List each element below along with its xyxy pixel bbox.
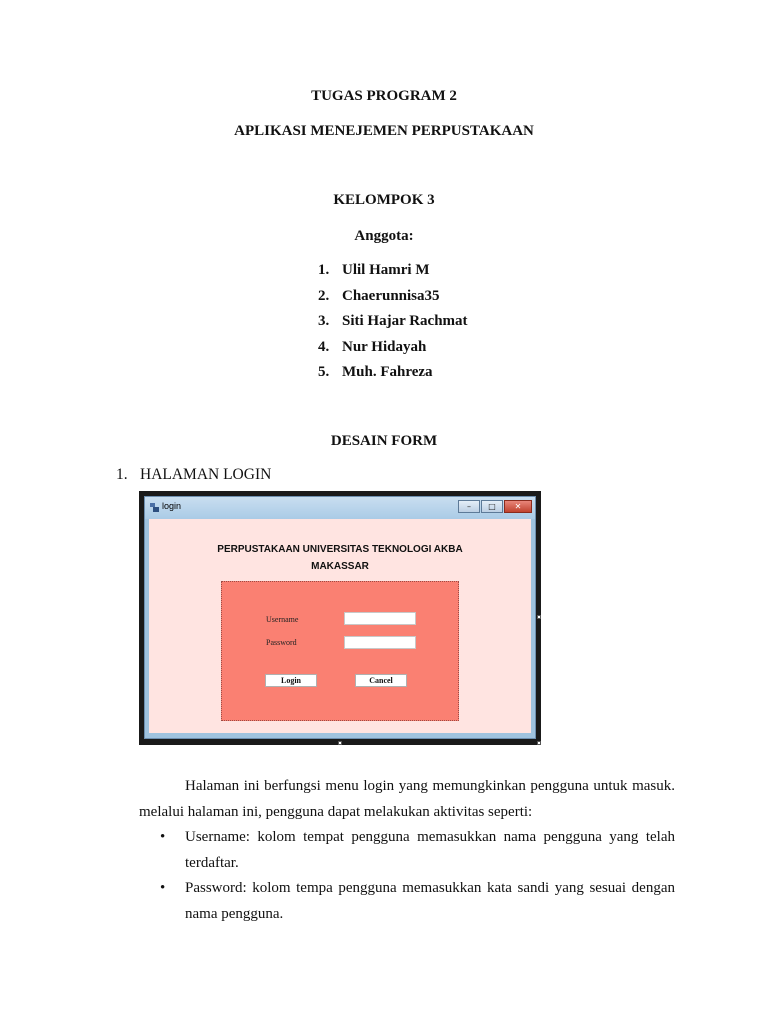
member-name: Muh. Fahreza xyxy=(342,364,433,380)
password-label: Password xyxy=(266,638,297,647)
app-title xyxy=(149,541,531,575)
cancel-button[interactable]: Cancel xyxy=(355,674,407,687)
form-icon xyxy=(150,503,159,512)
password-input[interactable] xyxy=(344,636,416,649)
member-item: 1. Ulil Hamri M xyxy=(318,262,430,278)
subsection-heading: 1. HALAMAN LOGIN xyxy=(116,466,272,483)
members-label: Anggota: xyxy=(354,228,414,244)
member-name: Nur Hidayah xyxy=(342,338,427,355)
member-item: 3. Siti Hajar Rachmat xyxy=(318,313,468,329)
bullet-list xyxy=(139,825,675,927)
login-panel xyxy=(221,581,459,721)
login-window xyxy=(144,496,536,739)
maximize-button[interactable]: □ xyxy=(481,500,503,513)
resize-handle[interactable] xyxy=(338,741,342,745)
member-name: Ulil Hamri M xyxy=(342,262,430,278)
form-client-area xyxy=(149,519,531,733)
resize-handle[interactable] xyxy=(537,615,541,619)
member-item: 4. Nur Hidayah xyxy=(318,338,427,355)
member-item: 5. Muh. Fahreza xyxy=(318,364,433,380)
window-title: login xyxy=(162,501,182,511)
members-list xyxy=(318,258,468,386)
login-button[interactable]: Login xyxy=(265,674,317,687)
bullet-item: • Username: kolom tempat pengguna memasukkan nama pengguna yang telah terdaftar. xyxy=(139,825,675,876)
bullet-item: • Password: kolom tempa pengguna memasukkan kata sandi yang sesuai dengan nama pengguna. xyxy=(139,876,675,927)
app-title-line2: MAKASSAR xyxy=(311,561,369,572)
member-item: 2. Chaerunnisa35 xyxy=(318,287,440,304)
bullet-icon: • xyxy=(160,880,166,896)
login-screenshot xyxy=(139,491,541,745)
app-title-line1: PERPUSTAKAAN UNIVERSITAS TEKNOLOGI AKBA xyxy=(217,544,463,555)
group-name: KELOMPOK 3 xyxy=(333,192,435,208)
description-paragraph: Halaman ini berfungsi menu login yang memungkinkan pengguna untuk masuk. melalui halaman ini, pengguna dapat melakukan aktivitas seperti: xyxy=(139,778,675,820)
member-name: Siti Hajar Rachmat xyxy=(342,313,468,329)
doc-title: TUGAS PROGRAM 2 xyxy=(311,88,457,104)
minimize-button[interactable]: – xyxy=(458,500,480,513)
doc-subtitle: APLIKASI MENEJEMEN PERPUSTAKAAN xyxy=(234,123,534,139)
member-name: Chaerunnisa35 xyxy=(342,287,440,304)
bullet-icon: • xyxy=(160,829,166,845)
title-bar[interactable] xyxy=(145,497,535,519)
resize-handle[interactable] xyxy=(537,741,541,745)
subsection-label: HALAMAN LOGIN xyxy=(140,466,272,483)
section-title: DESAIN FORM xyxy=(330,433,438,449)
username-label: Username xyxy=(266,615,299,624)
close-button[interactable]: ✕ xyxy=(504,500,532,513)
username-input[interactable] xyxy=(344,612,416,625)
